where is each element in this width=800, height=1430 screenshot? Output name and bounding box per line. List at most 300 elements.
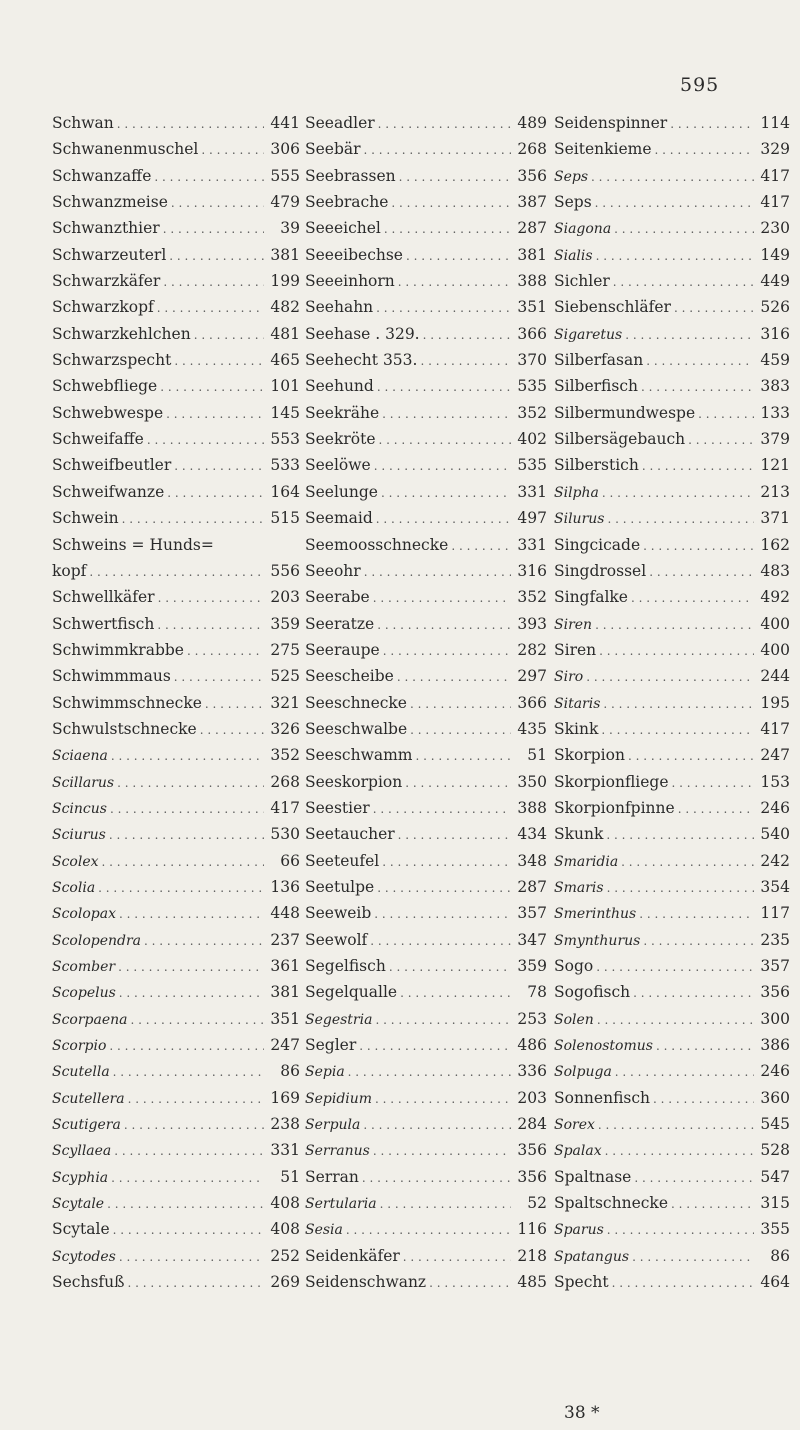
index-page-ref: 242 (760, 851, 790, 870)
dot-leader (643, 348, 754, 374)
index-term: Scytale (52, 1196, 105, 1213)
index-term: Schwimmschnecke (52, 693, 202, 712)
dot-leader (372, 1086, 511, 1112)
index-page-ref: 366 (517, 693, 547, 712)
index-entry (52, 1164, 314, 1190)
index-page-ref: 497 (517, 509, 547, 528)
index-entry (305, 558, 567, 584)
index-entry (554, 1111, 792, 1137)
index-term: Schwarzeuterl (52, 245, 167, 264)
index-entry (305, 663, 567, 689)
index-entry (305, 1006, 567, 1032)
index-page-ref: 284 (517, 1115, 547, 1134)
index-page-ref: 235 (760, 930, 790, 949)
dot-leader (400, 1244, 511, 1270)
index-term: Skorpionfliege (554, 772, 669, 791)
index-term: Seeraupe (305, 640, 380, 659)
index-term: Seeratze (305, 614, 375, 633)
sheet-signature: 38 * (564, 1403, 600, 1423)
dot-leader (374, 612, 511, 638)
index-entry (52, 1006, 314, 1032)
index-page-ref: 381 (517, 245, 547, 264)
index-entry (305, 927, 567, 953)
index-term: Seehund (305, 377, 374, 396)
index-page-ref: 545 (760, 1115, 790, 1134)
index-page-ref: 117 (760, 904, 790, 923)
index-term: Sechsfuß (52, 1273, 125, 1292)
index-page-ref: 331 (517, 482, 547, 501)
index-entry (52, 242, 314, 268)
index-term: Seehecht 353. (305, 351, 418, 370)
index-page-ref: 348 (517, 851, 547, 870)
dot-leader (370, 796, 511, 822)
index-page-ref: 116 (517, 1220, 547, 1239)
index-page-ref: 218 (517, 1246, 547, 1265)
index-entry (52, 321, 314, 347)
index-term: Scorpaena (52, 1011, 128, 1028)
index-page-ref: 400 (760, 614, 790, 633)
index-page-ref: 282 (517, 640, 547, 659)
index-page-ref: 247 (270, 1036, 300, 1055)
dot-leader (640, 533, 754, 559)
index-entry (554, 1164, 792, 1190)
dot-leader (638, 374, 754, 400)
dot-leader (379, 401, 511, 427)
index-page-ref: 133 (760, 403, 790, 422)
index-page-ref: 356 (517, 166, 547, 185)
dot-leader (407, 717, 511, 743)
index-term: Seebär (305, 140, 361, 159)
index-page-ref: 86 (280, 1062, 300, 1081)
dot-leader (361, 137, 511, 163)
dot-leader (388, 190, 511, 216)
dot-leader (395, 822, 511, 848)
index-page-ref: 101 (270, 377, 300, 396)
index-page-ref: 297 (517, 667, 547, 686)
dot-leader (639, 453, 754, 479)
index-term: Serpula (305, 1117, 361, 1134)
index-entry (52, 479, 314, 505)
dot-leader (202, 691, 264, 717)
index-entry (305, 163, 567, 189)
index-entry (52, 584, 314, 610)
dot-leader (375, 111, 511, 137)
dot-leader (604, 506, 754, 532)
dot-leader (372, 1007, 511, 1033)
index-term: Seeschnecke (305, 693, 407, 712)
dot-leader (379, 849, 511, 875)
dot-leader (121, 1112, 264, 1138)
index-page-ref: 162 (760, 535, 790, 554)
index-entry (305, 1269, 567, 1295)
dot-leader (596, 638, 754, 664)
index-term: Seelunge (305, 482, 378, 501)
index-term: Scolopendra (52, 932, 142, 949)
index-entry (554, 1137, 792, 1163)
index-term: Sogofisch (554, 983, 631, 1002)
index-term: Sparus (554, 1222, 604, 1239)
dot-leader (116, 901, 264, 927)
index-entry (554, 189, 792, 215)
index-term: Schwimmkrabbe (52, 640, 184, 659)
dot-leader (125, 1086, 264, 1112)
index-term: Scolia (52, 879, 96, 896)
index-term: Schwertfisch (52, 614, 155, 633)
index-term: Segelqualle (305, 983, 398, 1002)
index-entry (52, 268, 314, 294)
dot-leader (380, 638, 511, 664)
index-page-ref: 52 (527, 1194, 547, 1213)
index-entry (52, 294, 314, 320)
index-entry (52, 874, 314, 900)
index-page-ref: 199 (270, 272, 300, 291)
index-page-ref: 441 (270, 114, 300, 132)
index-page-ref: 356 (517, 1167, 547, 1186)
dot-leader (361, 559, 511, 585)
dot-leader (378, 480, 511, 506)
index-entry (554, 742, 792, 768)
dot-leader (151, 164, 264, 190)
index-term: Scyphia (52, 1169, 109, 1186)
index-entry (52, 1032, 314, 1058)
index-entry (305, 900, 567, 926)
index-term: Schwarzkäfer (52, 272, 161, 291)
dot-leader (598, 717, 754, 743)
index-term: Seeadler (305, 114, 375, 132)
dot-leader (157, 374, 264, 400)
dot-leader (345, 1059, 511, 1085)
index-page-ref: 515 (270, 509, 300, 528)
index-entry (554, 584, 792, 610)
index-term: Skorpionfpinne (554, 798, 675, 817)
dot-leader (646, 559, 754, 585)
dot-leader (155, 585, 264, 611)
index-page-ref: 331 (270, 1141, 300, 1160)
index-term: Scytale (52, 1220, 110, 1239)
index-term: Siren (554, 640, 597, 659)
index-entry (52, 1190, 314, 1216)
index-entry (554, 452, 792, 478)
dot-leader (141, 928, 264, 954)
index-entry (554, 821, 792, 847)
index-term: Scutellera (52, 1090, 125, 1107)
index-page-ref: 213 (760, 482, 790, 501)
index-page-ref: 379 (760, 430, 790, 449)
index-term: Scillarus (52, 774, 115, 791)
index-entry (554, 479, 792, 505)
index-entry (554, 874, 792, 900)
index-term: Schwarzkopf (52, 298, 154, 317)
index-entry (305, 848, 567, 874)
dot-leader (374, 875, 511, 901)
dot-leader (603, 822, 754, 848)
index-term: Schwebfliege (52, 377, 158, 396)
index-entry (305, 1243, 567, 1269)
index-term: Scutella (52, 1064, 110, 1081)
index-term: Schwimmmaus (52, 667, 171, 686)
dot-leader (653, 1033, 754, 1059)
index-term: Sciurus (52, 827, 106, 844)
dot-leader (106, 1033, 264, 1059)
index-entry (305, 1058, 567, 1084)
index-term: Skink (554, 719, 599, 738)
index-term: Seehase . 329. (305, 324, 420, 343)
index-page-ref: 492 (760, 588, 790, 607)
dot-leader (381, 216, 511, 242)
index-page-ref: 268 (270, 772, 300, 791)
dot-leader (650, 1086, 754, 1112)
index-entry (305, 953, 567, 979)
index-term: Silbersägebauch (554, 430, 686, 449)
index-page-ref: 149 (760, 245, 790, 264)
index-term: Solpuga (554, 1064, 612, 1081)
index-term: Seeteufel (305, 851, 380, 870)
index-page-ref: 356 (760, 983, 790, 1002)
index-page-ref: 400 (760, 640, 790, 659)
index-page-ref: 408 (270, 1194, 300, 1213)
index-page-ref: 361 (270, 957, 300, 975)
index-entry (52, 769, 314, 795)
index-entry (52, 927, 314, 953)
index-term: Serran (305, 1167, 359, 1186)
dot-leader (154, 295, 264, 321)
index-page-ref: 540 (760, 825, 790, 844)
index-entry (554, 900, 792, 926)
index-page-ref: 203 (517, 1088, 547, 1107)
dot-leader (160, 269, 264, 295)
index-term: Segler (305, 1036, 357, 1055)
dot-leader (588, 164, 754, 190)
index-entry (305, 400, 567, 426)
index-entry (52, 1111, 314, 1137)
index-term: Schwarzkehlchen (52, 324, 191, 343)
index-term: Seebrassen (305, 166, 396, 185)
dot-leader (168, 190, 264, 216)
index-page-ref: 483 (760, 561, 790, 580)
index-entry (305, 136, 567, 162)
index-term: Sepidium (305, 1090, 373, 1107)
index-term: Schwulstschnecke (52, 719, 197, 738)
index-term: Silberfasan (554, 351, 644, 370)
dot-leader (671, 295, 754, 321)
index-page-ref: 252 (270, 1246, 300, 1265)
index-term: Sigaretus (554, 326, 623, 343)
index-page-ref: 417 (760, 719, 790, 738)
index-entry (305, 584, 567, 610)
index-page-ref: 164 (270, 482, 300, 501)
index-entry (554, 1058, 792, 1084)
index-page-ref: 121 (760, 456, 790, 475)
index-term: Scolex (52, 853, 99, 870)
index-page-ref: 246 (760, 1062, 790, 1081)
index-entry (554, 1006, 792, 1032)
dot-leader (370, 1138, 511, 1164)
index-term: Schweifbeutler (52, 456, 172, 475)
dot-leader (163, 401, 264, 427)
dot-leader (171, 348, 264, 374)
index-entry (52, 637, 314, 663)
index-term: Spatangus (554, 1248, 630, 1265)
index-page-ref: 533 (270, 456, 300, 475)
index-page-ref: 352 (517, 403, 547, 422)
dot-leader (107, 796, 264, 822)
index-entry (305, 242, 567, 268)
dot-leader (367, 928, 511, 954)
dot-leader (154, 612, 264, 638)
index-page-ref: 86 (770, 1246, 790, 1265)
index-term: Seidenschwanz (305, 1273, 427, 1292)
index-page-ref: 350 (517, 772, 547, 791)
index-entry (52, 1137, 314, 1163)
index-page-ref: 489 (517, 114, 547, 132)
index-entry (554, 953, 792, 979)
index-term: Scutigera (52, 1117, 121, 1134)
index-term: Scincus (52, 800, 107, 817)
index-page-ref: 525 (270, 667, 300, 686)
index-term: Schweifaffe (52, 430, 144, 449)
index-entry (52, 426, 314, 452)
index-page-ref: 528 (760, 1141, 790, 1160)
dot-leader (618, 849, 754, 875)
index-page-ref: 329 (760, 140, 790, 159)
index-page-ref: 237 (270, 930, 300, 949)
dot-leader (395, 269, 511, 295)
index-page-ref: 485 (517, 1273, 547, 1292)
dot-leader (631, 1165, 754, 1191)
index-page-ref: 275 (270, 640, 300, 659)
index-page-ref: 386 (760, 1036, 790, 1055)
index-term: Schwellkäfer (52, 588, 155, 607)
index-entry (52, 900, 314, 926)
index-page-ref: 370 (517, 351, 547, 370)
index-entry (305, 874, 567, 900)
dot-leader (106, 822, 264, 848)
index-term: Siro (554, 669, 584, 686)
index-entry (305, 373, 567, 399)
index-page-ref: 253 (517, 1009, 547, 1028)
index-entry (52, 821, 314, 847)
dot-leader (198, 137, 264, 163)
index-term: Silberstich (554, 456, 639, 475)
dot-leader (417, 348, 511, 374)
index-entry (52, 1269, 314, 1295)
index-page-ref: 359 (270, 614, 300, 633)
index-entry (554, 558, 792, 584)
index-entry (305, 347, 567, 373)
index-page-ref: 448 (270, 904, 300, 923)
dot-leader (370, 585, 511, 611)
index-term: Sogo (554, 957, 594, 975)
index-entry (305, 611, 567, 637)
index-page-ref: 417 (760, 166, 790, 185)
index-term: Solenostomus (554, 1038, 653, 1055)
index-column-1 (52, 110, 314, 1295)
index-term: Seeweib (305, 904, 372, 923)
index-entry (52, 163, 314, 189)
dot-leader (99, 849, 264, 875)
index-entry (554, 1032, 792, 1058)
index-page-ref: 354 (760, 877, 790, 896)
index-page-ref: 246 (760, 798, 790, 817)
index-page-ref: 526 (760, 298, 790, 317)
index-page-ref: 355 (760, 1220, 790, 1239)
index-page-ref: 387 (517, 193, 547, 212)
index-term: Solen (554, 1011, 594, 1028)
index-term: Sitaris (554, 695, 601, 712)
dot-leader (110, 1217, 264, 1243)
index-page-ref: 316 (760, 324, 790, 343)
index-entry (554, 321, 792, 347)
index-entry (305, 294, 567, 320)
dot-leader (191, 322, 264, 348)
index-page-ref: 357 (760, 957, 790, 975)
index-term: Spalax (554, 1143, 602, 1160)
index-term: Sichler (554, 272, 610, 291)
index-term: Seeohr (305, 561, 361, 580)
index-term: Seeskorpion (305, 772, 403, 791)
index-page-ref: 331 (517, 535, 547, 554)
dot-leader (448, 533, 511, 559)
index-page-ref: 287 (517, 877, 547, 896)
dot-leader (116, 980, 264, 1006)
index-entry (52, 953, 314, 979)
index-entry (52, 1243, 314, 1269)
index-entry (305, 505, 567, 531)
index-term: Scopelus (52, 985, 116, 1002)
index-term: Seescheibe (305, 667, 394, 686)
dot-leader (407, 691, 511, 717)
index-term: Sciaena (52, 748, 108, 765)
index-entry (52, 400, 314, 426)
index-entry (305, 1085, 567, 1111)
index-entry (305, 452, 567, 478)
dot-leader (114, 111, 264, 137)
index-term: Seerabe (305, 588, 370, 607)
index-entry (554, 663, 792, 689)
index-page-ref: 383 (760, 377, 790, 396)
dot-leader (592, 612, 754, 638)
index-term: Smaridia (554, 853, 619, 870)
dot-leader (197, 717, 264, 743)
index-term: Seps (554, 193, 592, 212)
page-number: 595 (680, 74, 720, 96)
index-entry (52, 558, 314, 584)
dot-leader (612, 1059, 754, 1085)
index-term: Seeschwalbe (305, 719, 408, 738)
index-page-ref: 449 (760, 272, 790, 291)
index-term: Smynthurus (554, 932, 641, 949)
index-term: Seekröte (305, 430, 376, 449)
index-term: Scolopax (52, 906, 116, 923)
index-term: Spaltnase (554, 1167, 632, 1186)
dot-leader (171, 453, 264, 479)
index-entry (52, 347, 314, 373)
index-term: Silpha (554, 484, 599, 501)
index-entry (305, 1111, 567, 1137)
index-page-ref: 366 (517, 324, 547, 343)
index-page-ref: 336 (517, 1062, 547, 1081)
index-term: Singdrossel (554, 561, 647, 580)
dot-leader (144, 427, 264, 453)
dot-leader (402, 770, 511, 796)
index-term: Seestier (305, 798, 370, 817)
index-page-ref: 78 (527, 983, 547, 1002)
dot-leader (426, 1270, 511, 1296)
index-entry (305, 1216, 567, 1242)
index-term: Siren (554, 616, 593, 633)
dot-leader (95, 875, 264, 901)
index-entry (305, 426, 567, 452)
